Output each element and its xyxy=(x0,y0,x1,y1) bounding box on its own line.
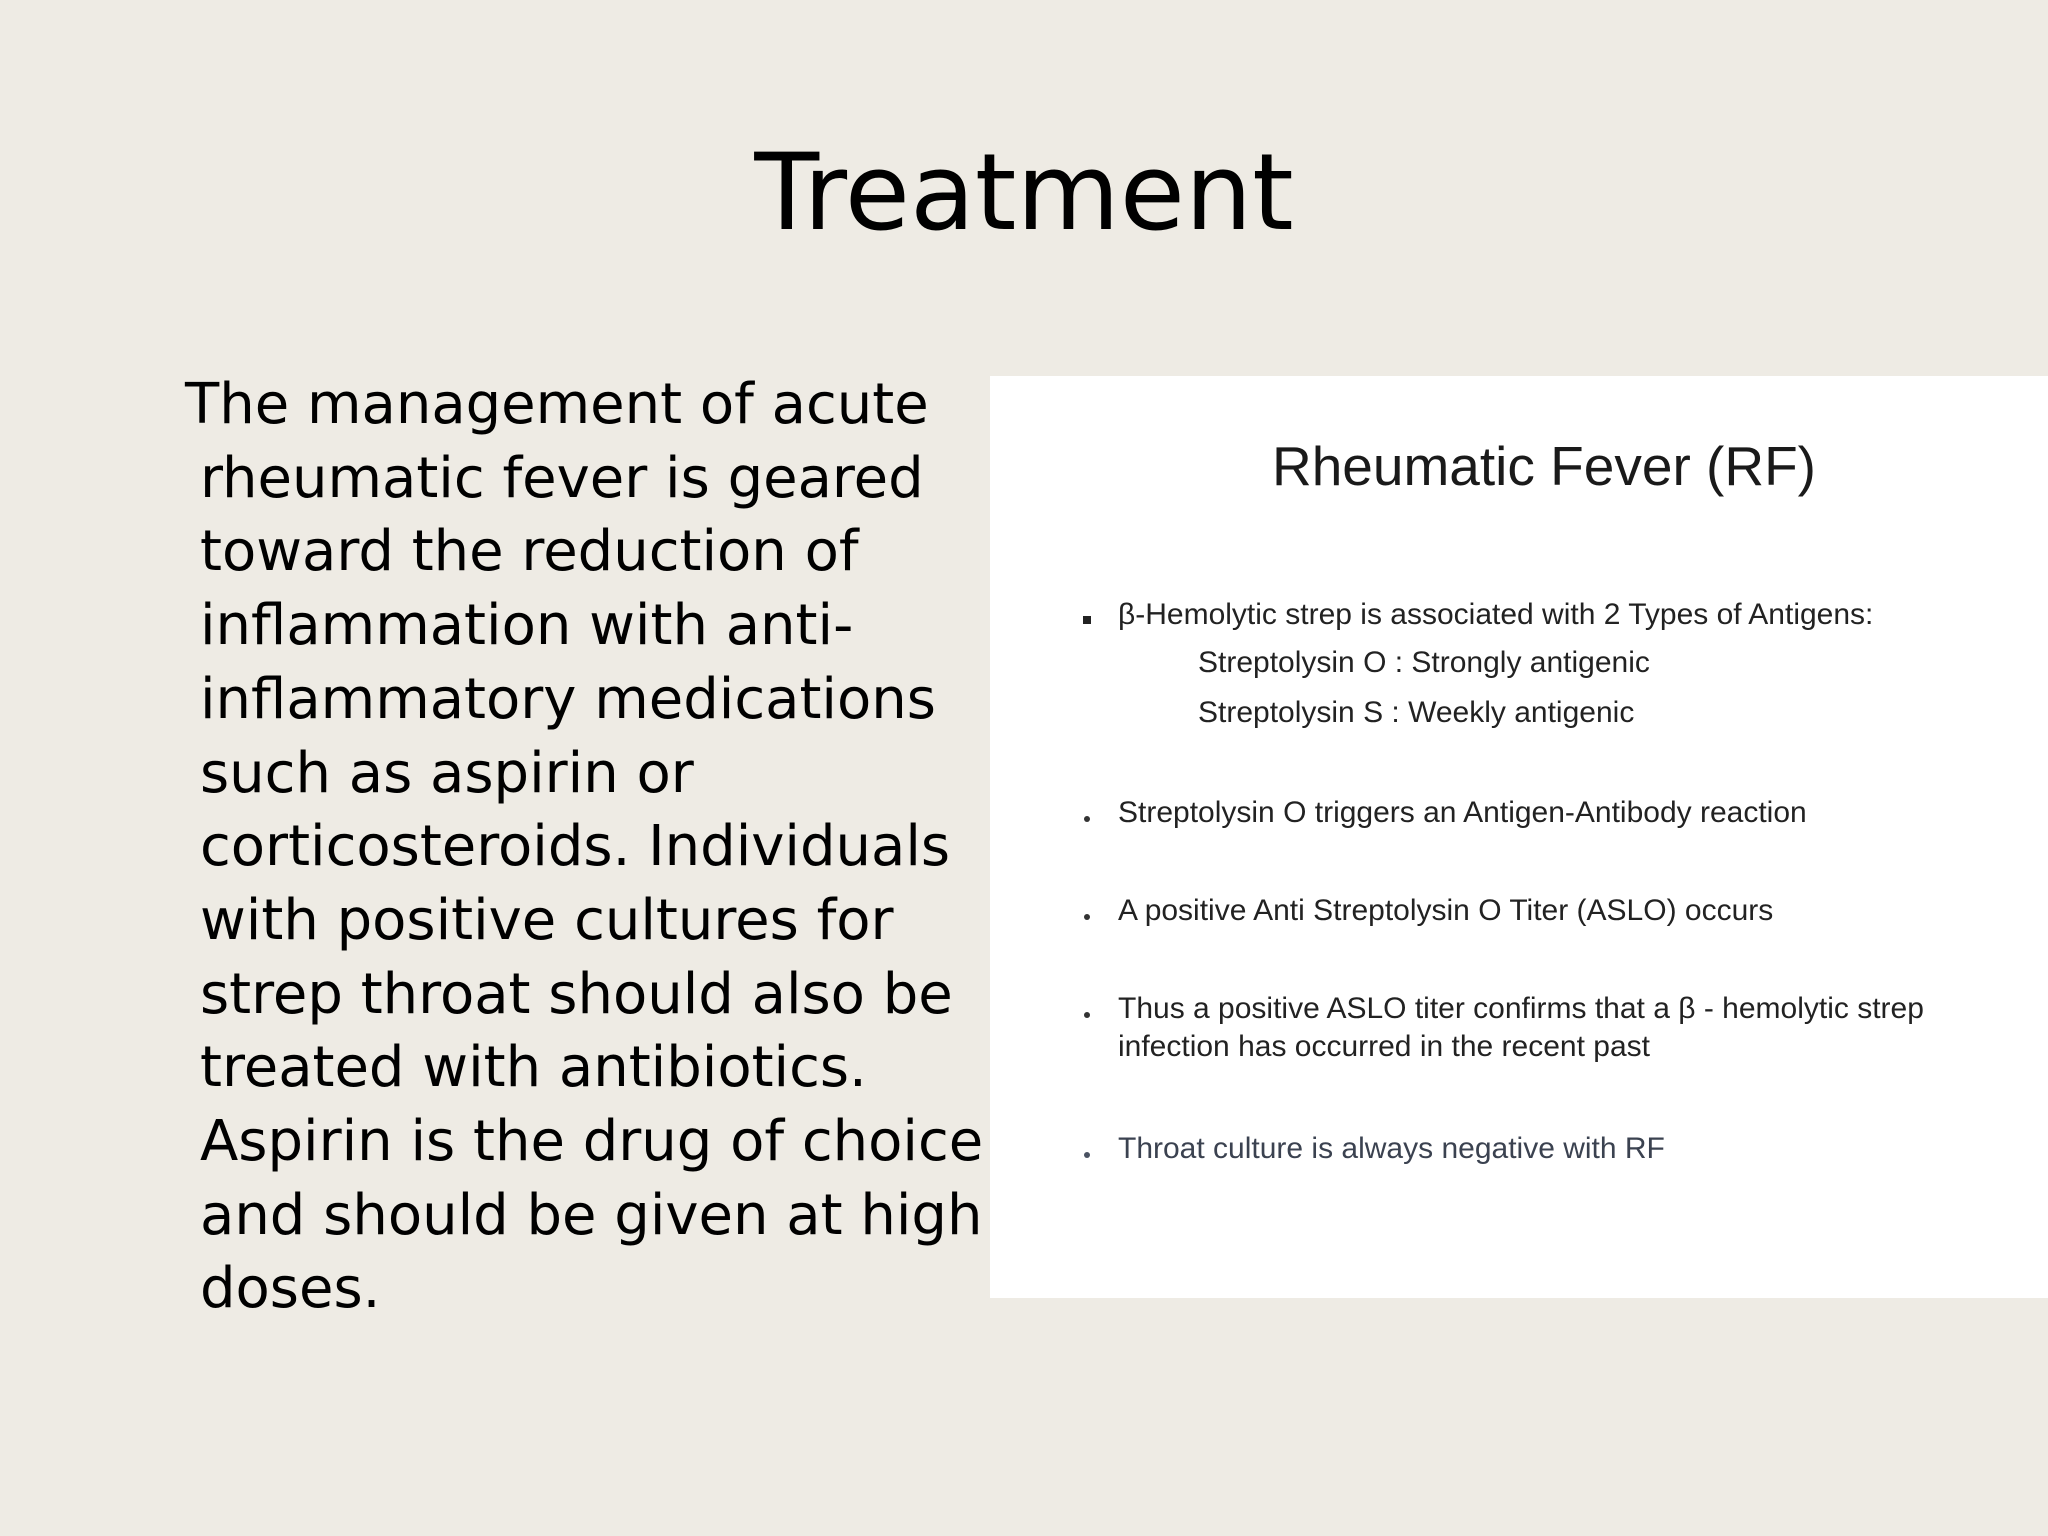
embedded-image-panel xyxy=(990,376,2048,1298)
sub-bullet-text: Streptolysin O : Strongly antigenic xyxy=(1198,646,1650,679)
bullet-antigens xyxy=(1080,596,2020,738)
bullet-trigger xyxy=(1080,794,2020,832)
dot-bullet-icon xyxy=(1080,892,1110,930)
bullet-throat-culture xyxy=(1080,1130,2020,1168)
body-paragraph: The management of acute rheumatic fever is geared toward the reduction of inflammation with anti-inflammatory medications such as aspirin or corticosteroids. Individuals with positive cultures for strep throat should also be treated with antibiotics. Aspirin is the drug of choice and should be given at high doses. xyxy=(185,372,984,1322)
sub-bullet-text: Streptolysin S : Weekly antigenic xyxy=(1198,696,1635,729)
bullet-aslo xyxy=(1080,892,2020,930)
bullet-text: Thus a positive ASLO titer confirms that a β - hemolytic strep infection has occurred in the recent past xyxy=(1118,992,1924,1063)
slide-title: Treatment xyxy=(754,131,1294,254)
panel-title: Rheumatic Fever (RF) xyxy=(1272,435,1816,497)
bullet-text: Streptolysin O triggers an Antigen-Antibody reaction xyxy=(1118,796,1807,829)
square-bullet-icon xyxy=(1080,596,1110,634)
dot-bullet-icon xyxy=(1080,794,1110,832)
dot-bullet-icon xyxy=(1080,1130,1110,1168)
dot-bullet-icon xyxy=(1080,990,1110,1028)
bullet-text: β-Hemolytic strep is associated with 2 Types of Antigens: xyxy=(1118,598,1874,631)
bullet-confirms xyxy=(1080,990,1960,1066)
bullet-text: A positive Anti Streptolysin O Titer (ASLO) occurs xyxy=(1118,894,1774,927)
bullet-text: Throat culture is always negative with RF xyxy=(1118,1132,1665,1165)
